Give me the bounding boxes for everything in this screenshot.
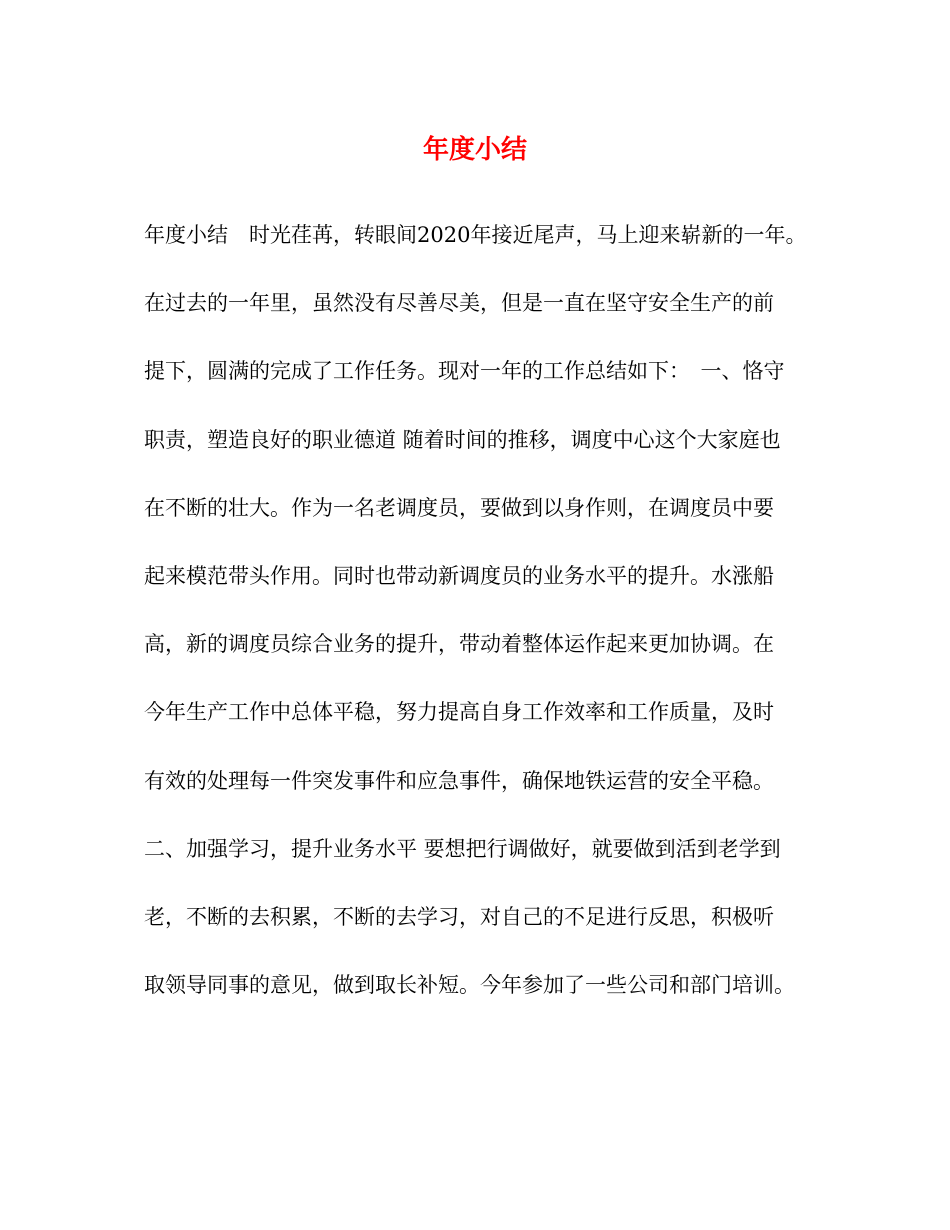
body-line: 高，新的调度员综合业务的提升，带动着整体运作起来更加协调。在	[144, 632, 774, 657]
body-line: 起来模范带头作用。同时也带动新调度员的业务水平的提升。水涨船	[144, 563, 774, 588]
body-line: 老，不断的去积累，不断的去学习，对自己的不足进行反思，积极听	[144, 904, 774, 929]
body-line: 今年生产工作中总体平稳，努力提高自身工作效率和工作质量，及时	[144, 700, 774, 725]
body-line: 在过去的一年里，虽然没有尽善尽美，但是一直在坚守安全生产的前	[144, 291, 774, 316]
body-line: 提下，圆满的完成了工作任务。现对一年的工作总结如下： 一、恪守	[144, 359, 785, 384]
body-line: 职责，塑造良好的职业德道 随着时间的推移，调度中心这个大家庭也	[144, 427, 781, 452]
document-body	[144, 217, 824, 1035]
body-line: 在不断的壮大。作为一名老调度员，要做到以身作则，在调度员中要	[144, 495, 774, 520]
body-line: 取领导同事的意见，做到取长补短。今年参加了一些公司和部门培训。	[144, 973, 795, 998]
body-line: 有效的处理每一件突发事件和应急事件，确保地铁运营的安全平稳。	[144, 768, 774, 793]
body-line: 二、加强学习，提升业务水平 要想把行调做好，就要做到活到老学到	[144, 836, 781, 861]
body-line: 年度小结 时光荏苒，转眼间2020年接近尾声，马上迎来崭新的一年。	[144, 223, 807, 247]
document-title: 年度小结	[422, 135, 527, 165]
